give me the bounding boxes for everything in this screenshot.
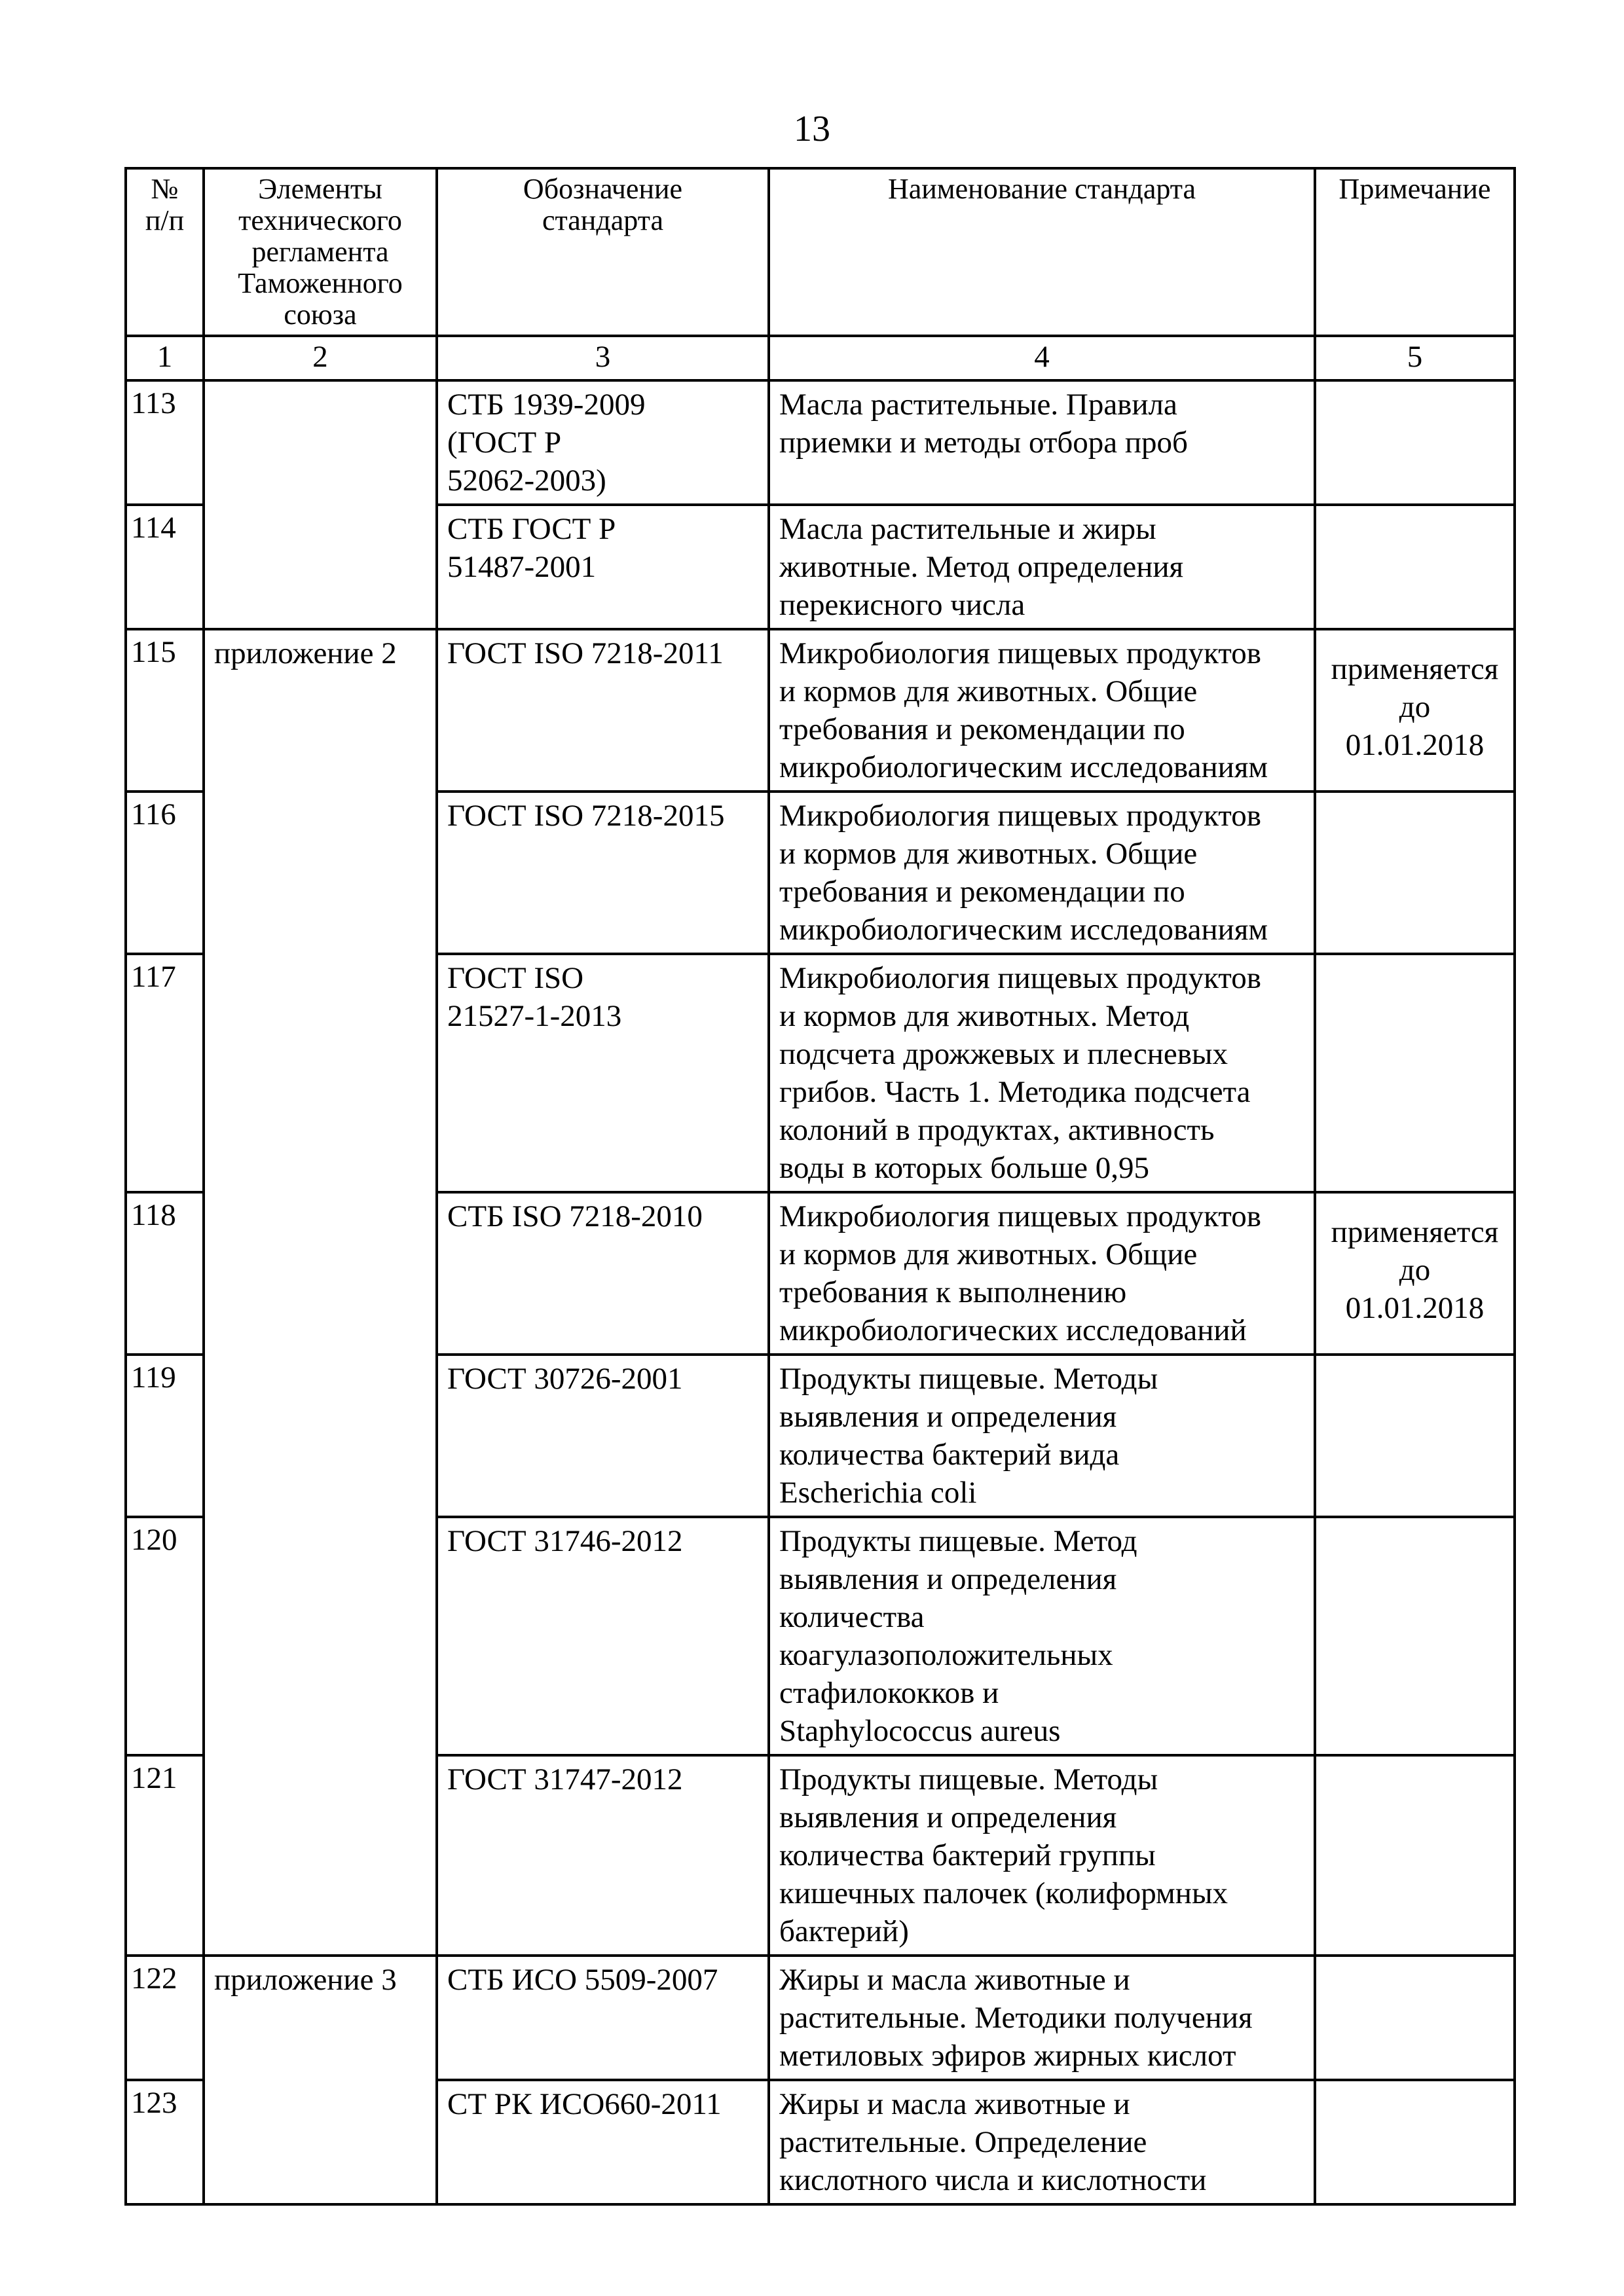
- standard-name: Продукты пищевые. Методы выявления и определения количества бактерий группы кишечных палочек (колиформных бактерий): [769, 1755, 1315, 1956]
- standard-code: ГОСТ 31746-2012: [437, 1517, 769, 1755]
- row-number: 116: [126, 792, 204, 954]
- standard-name: Микробиология пищевых продуктов и кормов для животных. Общие требования и рекомендации по микробиологическим исследованиям: [769, 792, 1315, 954]
- standard-code: СТБ 1939-2009 (ГОСТ Р 52062-2003): [437, 380, 769, 505]
- note: [1315, 1517, 1515, 1755]
- table-row: [126, 629, 1515, 792]
- regulation-element: приложение 2: [204, 629, 437, 1956]
- standard-name: Продукты пищевые. Методы выявления и определения количества бактерий вида Escherichia coli: [769, 1355, 1315, 1517]
- note: [1315, 2080, 1515, 2204]
- column-number: 5: [1315, 336, 1515, 380]
- standard-code: ГОСТ ISO 7218-2011: [437, 629, 769, 792]
- note: [1315, 792, 1515, 954]
- note: [1315, 380, 1515, 505]
- standard-code: ГОСТ ISO 7218-2015: [437, 792, 769, 954]
- column-number: 1: [126, 336, 204, 380]
- header-name: Наименование стандарта: [769, 168, 1315, 336]
- standard-code: ГОСТ 31747-2012: [437, 1755, 769, 1956]
- standard-name: Микробиология пищевых продуктов и кормов для животных. Метод подсчета дрожжевых и плесневых грибов. Часть 1. Методика подсчета колоний в продуктах, активность воды в которых больше 0,95: [769, 954, 1315, 1192]
- row-number: 118: [126, 1192, 204, 1355]
- note: [1315, 1355, 1515, 1517]
- header-note: Примечание: [1315, 168, 1515, 336]
- page-number: 13: [794, 109, 830, 149]
- standard-name: Жиры и масла животные и растительные. Определение кислотного числа и кислотности: [769, 2080, 1315, 2204]
- standard-name: Масла растительные. Правила приемки и методы отбора проб: [769, 380, 1315, 505]
- column-number: 2: [204, 336, 437, 380]
- header-number: № п/п: [126, 168, 204, 336]
- standard-code: СТБ ГОСТ Р 51487-2001: [437, 505, 769, 629]
- standard-name: Микробиология пищевых продуктов и кормов для животных. Общие требования к выполнению микробиологических исследований: [769, 1192, 1315, 1355]
- column-number: 3: [437, 336, 769, 380]
- note: [1315, 1956, 1515, 2080]
- regulation-element: [204, 380, 437, 629]
- note: [1315, 1755, 1515, 1956]
- row-number: 117: [126, 954, 204, 1192]
- regulation-element: приложение 3: [204, 1956, 437, 2204]
- standard-code: ГОСТ 30726-2001: [437, 1355, 769, 1517]
- column-numbers-row: [126, 336, 1515, 380]
- standard-code: СТБ ISO 7218-2010: [437, 1192, 769, 1355]
- standard-name: Микробиология пищевых продуктов и кормов для животных. Общие требования и рекомендации по микробиологическим исследованиям: [769, 629, 1315, 792]
- note: [1315, 505, 1515, 629]
- table-row: [126, 1956, 1515, 2080]
- column-number: 4: [769, 336, 1315, 380]
- standard-code: СТ РК ИСО660-2011: [437, 2080, 769, 2204]
- row-number: 113: [126, 380, 204, 505]
- header-row: [126, 168, 1515, 336]
- row-number: 119: [126, 1355, 204, 1517]
- note: применяется до 01.01.2018: [1315, 1192, 1515, 1355]
- row-number: 123: [126, 2080, 204, 2204]
- standards-table: [124, 167, 1516, 2206]
- standard-code: СТБ ИСО 5509-2007: [437, 1956, 769, 2080]
- header-code: Обозначение стандарта: [437, 168, 769, 336]
- note: [1315, 954, 1515, 1192]
- table-row: [126, 380, 1515, 505]
- note: применяется до 01.01.2018: [1315, 629, 1515, 792]
- standard-name: Масла растительные и жиры животные. Метод определения перекисного числа: [769, 505, 1315, 629]
- row-number: 121: [126, 1755, 204, 1956]
- row-number: 115: [126, 629, 204, 792]
- row-number: 120: [126, 1517, 204, 1755]
- standard-code: ГОСТ ISO 21527-1-2013: [437, 954, 769, 1192]
- row-number: 114: [126, 505, 204, 629]
- row-number: 122: [126, 1956, 204, 2080]
- standard-name: Жиры и масла животные и растительные. Методики получения метиловых эфиров жирных кислот: [769, 1956, 1315, 2080]
- header-elements: Элементы технического регламента Таможенного союза: [204, 168, 437, 336]
- standard-name: Продукты пищевые. Метод выявления и определения количества коагулазоположительных стафилококков и Staphylococcus aureus: [769, 1517, 1315, 1755]
